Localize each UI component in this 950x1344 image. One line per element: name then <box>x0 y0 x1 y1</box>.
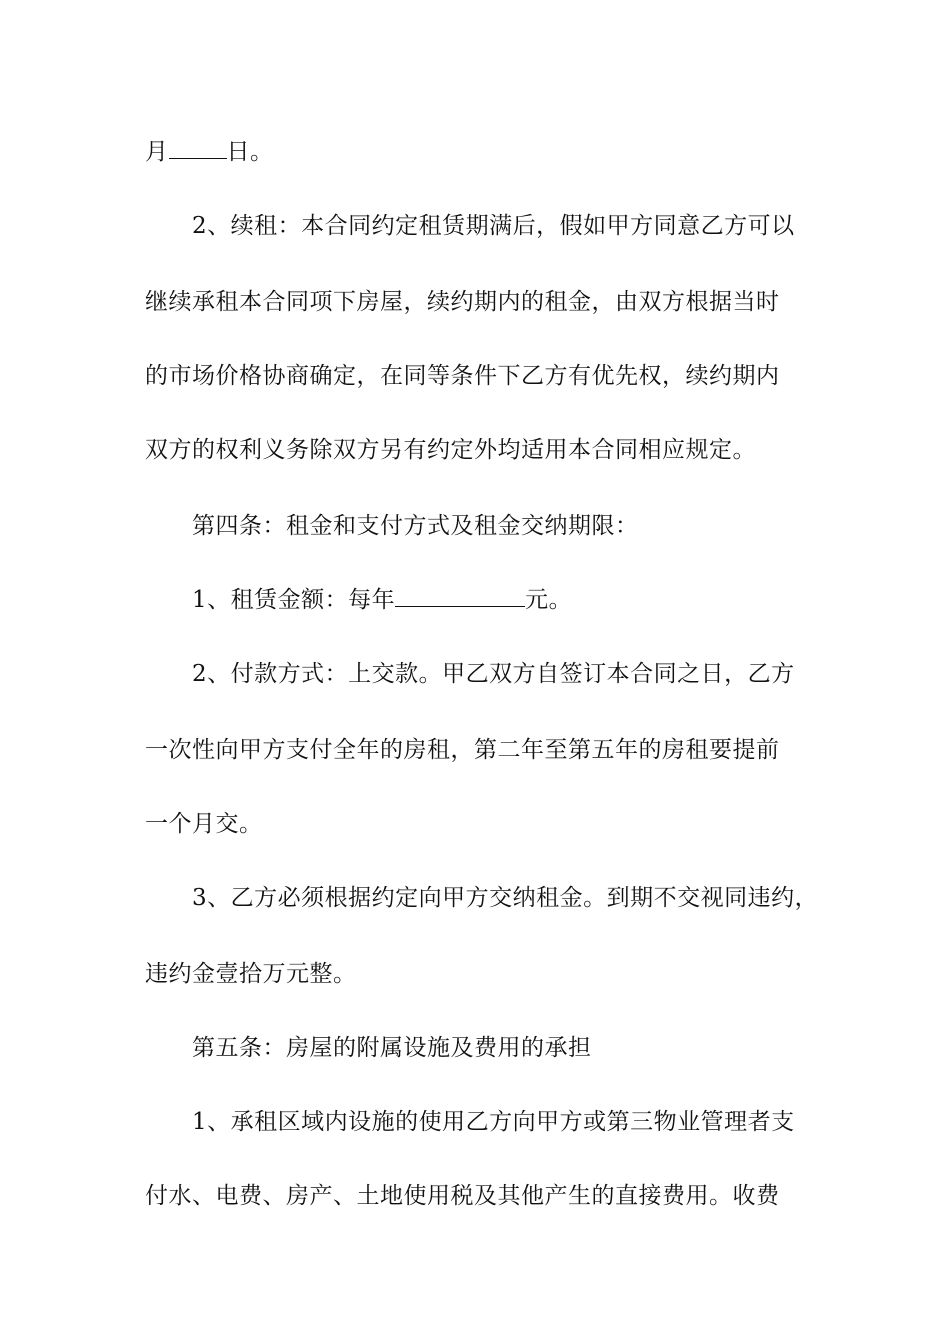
text-line: 继续承租本合同项下房屋，续约期内的租金，由双方根据当时 <box>145 289 780 315</box>
text-segment: 日。 <box>226 139 274 165</box>
section-heading: 第五条：房屋的附属设施及费用的承担 <box>192 1035 592 1061</box>
text-line: 双方的权利义务除双方另有约定外均适用本合同相应规定。 <box>145 437 756 463</box>
text-line <box>145 132 825 172</box>
text-segment: 1、租赁金额：每年 <box>192 587 396 613</box>
text-segment: 月 <box>145 139 169 165</box>
text-line: 一次性向甲方支付全年的房租，第二年至第五年的房租要提前 <box>145 737 780 763</box>
text-line: 3、乙方必须根据约定向甲方交纳租金。到期不交视同违约， <box>192 885 819 911</box>
text-line: 一个月交。 <box>145 811 263 837</box>
text-segment: 元。 <box>525 587 573 613</box>
text-line: 1、承租区域内设施的使用乙方向甲方或第三物业管理者支 <box>192 1109 795 1135</box>
text-line: 付水、电费、房产、土地使用税及其他产生的直接费用。收费 <box>145 1183 780 1209</box>
text-line: 2、续租：本合同约定租赁期满后，假如甲方同意乙方可以 <box>192 213 795 239</box>
section-heading: 第四条：租金和支付方式及租金交纳期限： <box>192 513 639 539</box>
fill-in-blank <box>395 584 525 607</box>
text-line: 违约金壹拾万元整。 <box>145 961 357 987</box>
text-line: 的市场价格协商确定，在同等条件下乙方有优先权，续约期内 <box>145 363 780 389</box>
fill-in-blank <box>169 136 227 159</box>
text-line <box>192 580 872 620</box>
text-line: 2、付款方式：上交款。甲乙双方自签订本合同之日，乙方 <box>192 661 795 687</box>
